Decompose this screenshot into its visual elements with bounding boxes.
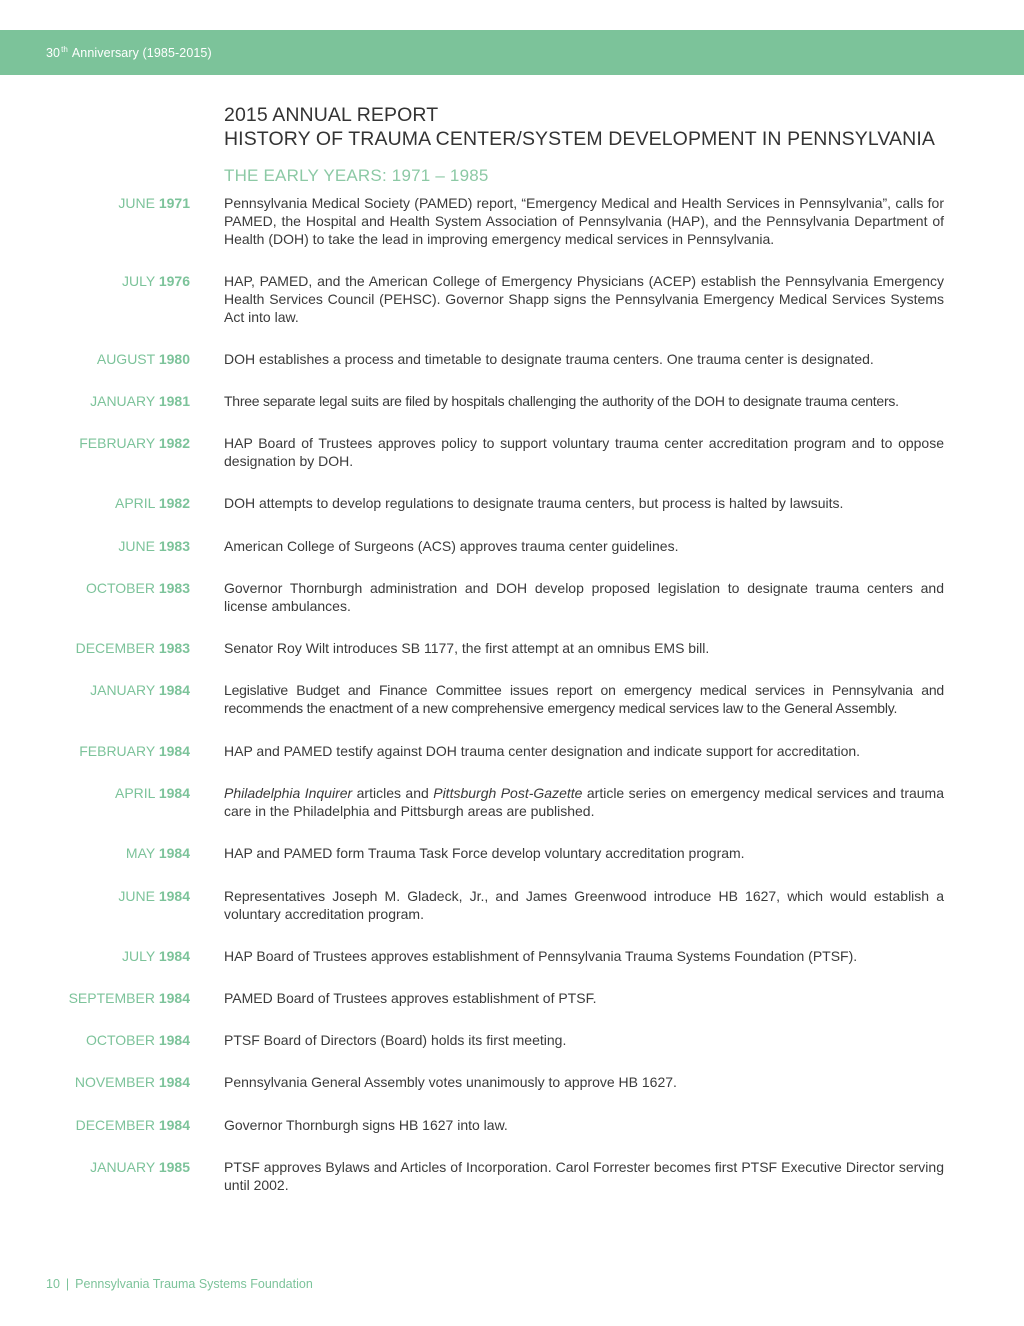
entry-date: OCTOBER 1983 (85, 580, 190, 596)
entry-date: JANUARY 1984 (90, 682, 190, 698)
anniversary-label: 30th Anniversary (1985-2015) (46, 45, 212, 60)
footer-separator: | (65, 1277, 70, 1291)
entry-text: Legislative Budget and Finance Committee issues report on emergency medical services in Pennsylvania and recommends the enactment of a new comprehensive emergency medical services law to the General Assembly. (224, 682, 944, 716)
entry-date: JULY 1976 (122, 273, 190, 289)
entry-text: DOH establishes a process and timetable to designate trauma centers. One trauma center is designated. (224, 351, 874, 367)
entry-date: NOVEMBER 1984 (74, 1074, 190, 1090)
entry-date: JANUARY 1981 (90, 393, 190, 409)
header-banner (0, 30, 1024, 75)
footer-organization: Pennsylvania Trauma Systems Foundation (75, 1277, 313, 1291)
entry-text: Representatives Joseph M. Gladeck, Jr., and James Greenwood introduce HB 1627, which would establish a voluntary accreditation program. (224, 888, 944, 922)
entry-date: JULY 1984 (122, 948, 190, 964)
entry-text: HAP Board of Trustees approves establishment of Pennsylvania Trauma Systems Foundation (PTSF). (224, 948, 858, 964)
entry-text: HAP and PAMED testify against DOH trauma center designation and indicate support for accreditation. (224, 743, 861, 759)
entry-text: PTSF Board of Directors (Board) holds its first meeting. (224, 1032, 567, 1048)
entry-date: JUNE 1984 (118, 888, 190, 904)
entry-date: APRIL 1984 (115, 785, 190, 801)
page-number: 10 (46, 1277, 60, 1291)
entry-date: OCTOBER 1984 (85, 1032, 190, 1048)
entry-text: Philadelphia Inquirer articles and Pittsburgh Post-Gazette article series on emergency medical services and trauma care in the Philadelphia and Pittsburgh areas are published. (224, 785, 944, 819)
entry-date: APRIL 1982 (115, 495, 190, 511)
entry-text: Governor Thornburgh signs HB 1627 into law. (224, 1117, 508, 1133)
entry-date: AUGUST 1980 (96, 351, 190, 367)
page-footer (46, 1277, 313, 1291)
entry-text: PAMED Board of Trustees approves establishment of PTSF. (224, 990, 597, 1006)
entry-text: Pennsylvania General Assembly votes unanimously to approve HB 1627. (224, 1074, 677, 1090)
entry-text: HAP, PAMED, and the American College of Emergency Physicians (ACEP) establish the Pennsylvania Emergency Health Services Council (PEHSC). Governor Shapp signs the Pennsylvania Emergency Medical Services Systems Act into law. (224, 273, 944, 325)
entry-date: JUNE 1983 (118, 538, 190, 554)
entry-text: Senator Roy Wilt introduces SB 1177, the first attempt at an omnibus EMS bill. (224, 640, 710, 656)
publication-name: Philadelphia Inquirer (224, 785, 353, 801)
entry-text: DOH attempts to develop regulations to designate trauma centers, but process is halted by lawsuits. (224, 495, 844, 511)
entry-text: Three separate legal suits are filed by hospitals challenging the authority of the DOH to designate trauma centers. (224, 393, 899, 409)
section-heading: THE EARLY YEARS: 1971 – 1985 (224, 166, 489, 185)
entry-text: Pennsylvania Medical Society (PAMED) report, “Emergency Medical and Health Services in Pennsylvania”, calls for PAMED, the Hospital and Health System Association of Pennsylvania (HAP), and the Pennsylvania Department of Health (DOH) to take the lead in improving emergency medical services in Pennsylvania. (224, 195, 944, 247)
entry-text: HAP Board of Trustees approves policy to support voluntary trauma center accreditation program and to oppose designation by DOH. (224, 435, 944, 469)
entry-date: DECEMBER 1984 (75, 1117, 190, 1133)
entry-text: PTSF approves Bylaws and Articles of Incorporation. Carol Forrester becomes first PTSF Executive Director serving until 2002. (224, 1159, 944, 1193)
title-line-2: HISTORY OF TRAUMA CENTER/SYSTEM DEVELOPMENT IN PENNSYLVANIA (224, 128, 935, 150)
entry-text: American College of Surgeons (ACS) approves trauma center guidelines. (224, 538, 679, 554)
entry-date: FEBRUARY 1984 (79, 743, 190, 759)
entry-date: JANUARY 1985 (90, 1159, 190, 1175)
title-line-1: 2015 ANNUAL REPORT (224, 104, 439, 126)
entry-date: FEBRUARY 1982 (79, 435, 190, 451)
entry-date: MAY 1984 (125, 845, 190, 861)
report-title (224, 103, 964, 151)
entry-date: SEPTEMBER 1984 (68, 990, 190, 1006)
entry-text: HAP and PAMED form Trauma Task Force develop voluntary accreditation program. (224, 845, 745, 861)
publication-name: Pittsburgh Post-Gazette (433, 785, 583, 801)
entry-text: Governor Thornburgh administration and DOH develop proposed legislation to designate trauma centers and license ambulances. (224, 580, 944, 614)
entry-date: JUNE 1971 (118, 195, 190, 211)
entry-date: DECEMBER 1983 (75, 640, 190, 656)
